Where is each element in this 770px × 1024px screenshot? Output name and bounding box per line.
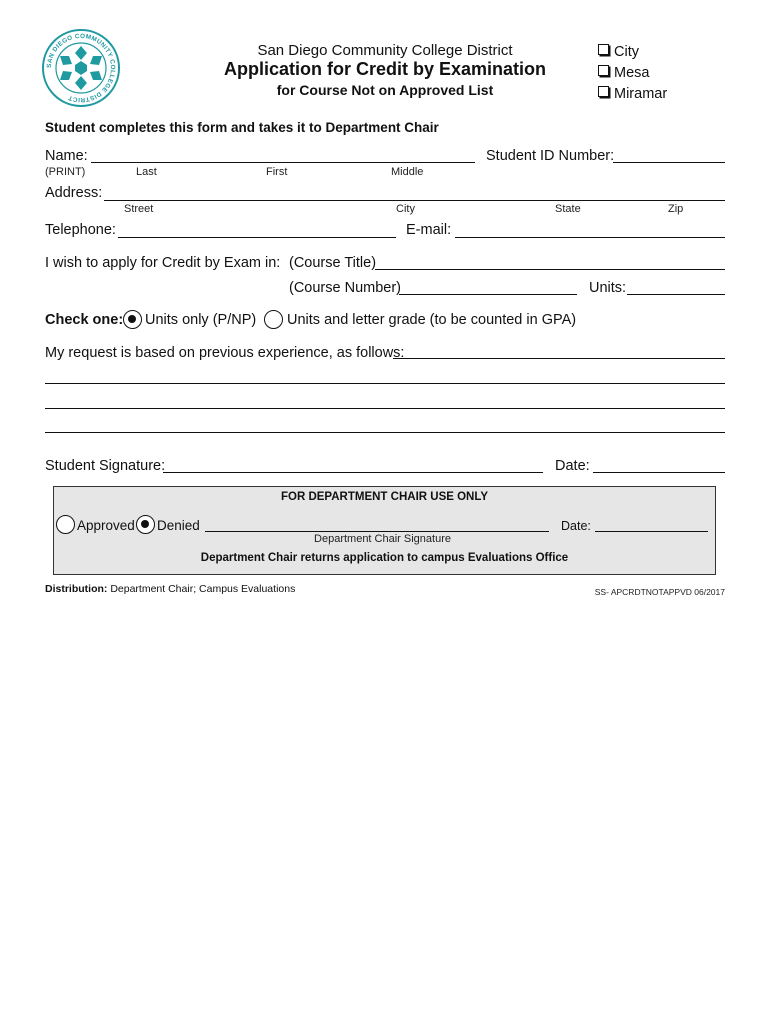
student-signature-label: Student Signature: bbox=[45, 458, 166, 474]
check-one-label: Check one: bbox=[45, 312, 124, 328]
chair-signature-field[interactable] bbox=[205, 531, 549, 532]
district-logo bbox=[41, 28, 121, 108]
chair-signature-caption: Department Chair Signature bbox=[314, 533, 451, 545]
student-id-label: Student ID Number: bbox=[486, 148, 615, 164]
request-field-line-2[interactable] bbox=[45, 383, 725, 384]
district-name: San Diego Community College District bbox=[257, 42, 513, 59]
name-middle-caption: Middle bbox=[391, 166, 424, 178]
campus-option-city[interactable]: City bbox=[598, 44, 639, 60]
name-last-caption: Last bbox=[136, 166, 157, 178]
address-street-caption: Street bbox=[124, 203, 154, 215]
campus-option-mesa[interactable]: Mesa bbox=[598, 65, 649, 81]
address-zip-caption: Zip bbox=[668, 203, 684, 215]
instruction-text: Student completes this form and takes it to Department Chair bbox=[45, 120, 439, 135]
email-field[interactable] bbox=[455, 237, 725, 238]
name-first-caption: First bbox=[266, 166, 288, 178]
units-letter-grade-label: Units and letter grade (to be counted in GPA) bbox=[287, 312, 577, 328]
telephone-field[interactable] bbox=[118, 237, 396, 238]
units-field[interactable] bbox=[627, 294, 725, 295]
denied-label: Denied bbox=[157, 518, 200, 533]
address-city-caption: City bbox=[396, 203, 415, 215]
distribution-note bbox=[45, 583, 295, 595]
apply-label: I wish to apply for Credit by Exam in: bbox=[45, 255, 281, 271]
radio-approved[interactable] bbox=[56, 515, 75, 534]
request-field-line-3[interactable] bbox=[45, 408, 725, 409]
chair-returns-note: Department Chair returns application to campus Evaluations Office bbox=[200, 552, 569, 564]
name-label: Name: bbox=[45, 148, 88, 164]
campus-option-miramar[interactable]: Miramar bbox=[598, 86, 667, 102]
distribution-text: Department Chair; Campus Evaluations bbox=[110, 583, 296, 595]
units-label: Units: bbox=[589, 280, 627, 296]
chair-section-heading: FOR DEPARTMENT CHAIR USE ONLY bbox=[280, 491, 488, 503]
course-title-field[interactable] bbox=[375, 269, 725, 270]
approved-label: Approved bbox=[77, 518, 135, 533]
student-date-field[interactable] bbox=[593, 472, 725, 473]
student-id-field[interactable] bbox=[613, 162, 725, 163]
radio-units-only[interactable] bbox=[123, 310, 142, 329]
address-state-caption: State bbox=[555, 203, 581, 215]
address-label: Address: bbox=[45, 185, 103, 201]
request-field-line-4[interactable] bbox=[45, 432, 725, 433]
student-signature-field[interactable] bbox=[163, 472, 543, 473]
telephone-label: Telephone: bbox=[45, 222, 116, 238]
svg-text:SAN DIEGO COMMUNITY COLLEGE DI: SAN DIEGO COMMUNITY COLLEGE DISTRICT bbox=[45, 32, 117, 104]
radio-denied[interactable] bbox=[136, 515, 155, 534]
distribution-label: Distribution: bbox=[45, 583, 108, 595]
units-only-label: Units only (P/NP) bbox=[145, 312, 257, 328]
course-number-label: (Course Number) bbox=[289, 280, 401, 296]
form-code: SS- APCRDTNOTAPPVD 06/2017 bbox=[594, 587, 725, 597]
form-subtitle: for Course Not on Approved List bbox=[276, 82, 494, 98]
checkbox-icon bbox=[598, 44, 609, 55]
email-label: E-mail: bbox=[406, 222, 452, 238]
request-label: My request is based on previous experience, as follows: bbox=[45, 345, 405, 361]
student-date-label: Date: bbox=[555, 458, 590, 474]
radio-units-letter-grade[interactable] bbox=[264, 310, 283, 329]
chair-date-field[interactable] bbox=[595, 531, 708, 532]
form-title: Application for Credit by Examination bbox=[223, 59, 547, 79]
checkbox-icon bbox=[598, 65, 609, 76]
address-field[interactable] bbox=[104, 200, 725, 201]
course-number-field[interactable] bbox=[399, 294, 577, 295]
course-title-label: (Course Title) bbox=[289, 255, 377, 271]
chair-date-label: Date: bbox=[561, 519, 591, 533]
name-field[interactable] bbox=[91, 162, 475, 163]
name-print-caption: (PRINT) bbox=[45, 166, 86, 178]
checkbox-icon bbox=[598, 86, 609, 97]
request-field-line-1[interactable] bbox=[393, 358, 725, 359]
